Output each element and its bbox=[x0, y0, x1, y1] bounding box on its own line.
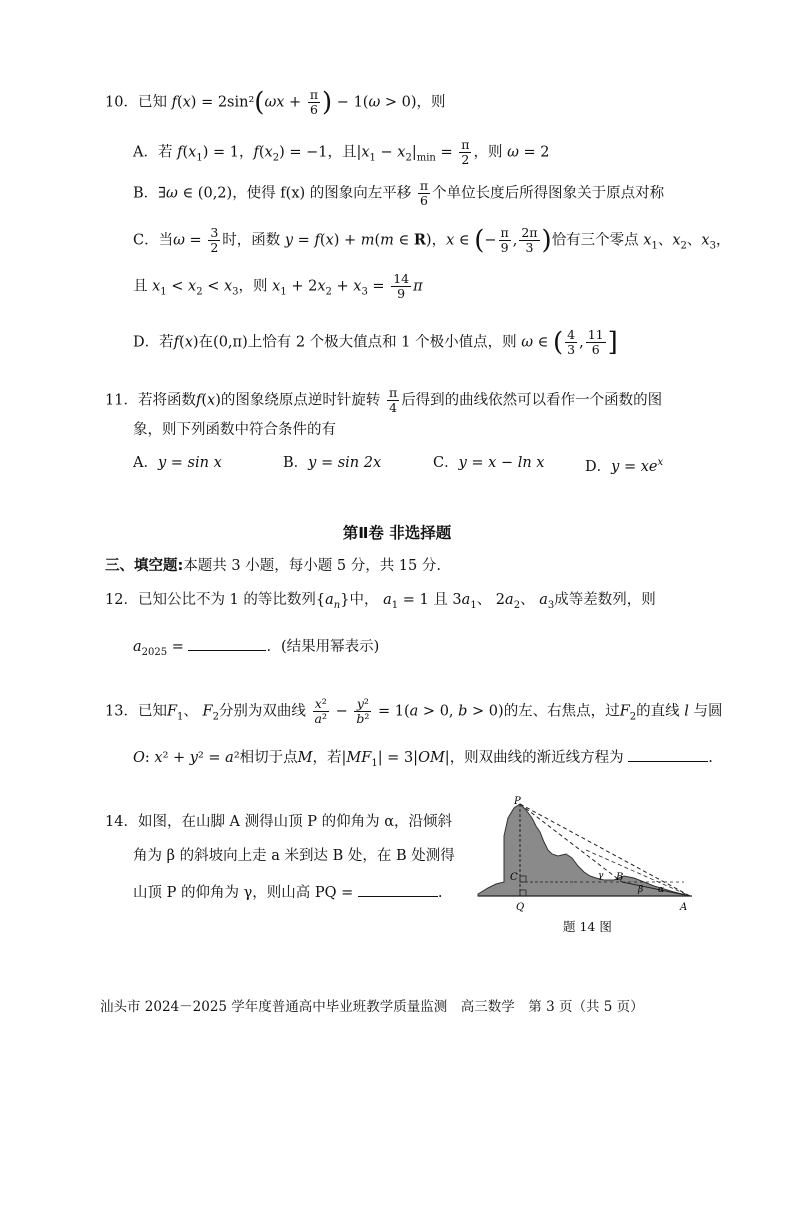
q11-line2: 象，则下列函数中符合条件的有 bbox=[133, 422, 336, 438]
q12-line1: 12．已知公比不为 1 的等比数列$\{a_n\}$中， $a_1 = 1$ 且 $3a_1$、 $2a_2$、 $a_3$成等差数列，则 bbox=[105, 592, 656, 611]
label-b: B bbox=[616, 872, 624, 883]
q13-prefix: 13．已知 bbox=[105, 703, 167, 720]
q10-a-suffix: ，则 bbox=[473, 144, 503, 161]
label-beta: β bbox=[638, 885, 644, 895]
label-alpha: α bbox=[658, 885, 665, 895]
q10-b-mid: ，使得 f(x) 的图象向左平移 bbox=[232, 185, 412, 202]
label-p: P bbox=[514, 796, 521, 807]
q10-option-d: D．若f(x)在(0,π)上恰有 2 个极大值点和 1 个极小值点，则 ω ∈ ( $\frac{4}{3}$ , $\frac{11}{6}$ ] bbox=[133, 327, 618, 358]
q11-prefix: 11．若将函数 bbox=[105, 392, 196, 409]
page-footer: 汕头市 2024－2025 学年度普通高中毕业班教学质量监测 高三数学 第 3 页（共 5 页） bbox=[100, 999, 644, 1015]
q11-mid: 的图象绕原点逆时针旋转 bbox=[220, 392, 381, 409]
q10-option-c-line2: 且 $x_1 < x_2 < x_3$，则 $x_1 + 2x_2 + x_3$ = $\frac{14}{9}$ π bbox=[133, 271, 423, 301]
section3-header bbox=[105, 556, 441, 576]
q10-option-a: A．若 $f(x_1) = 1$，$f(x_2) = -1$，且$|x_1 - x_2|_{min}$ = $\frac{\pi}{2}$ ，则 ω = 2 bbox=[133, 137, 550, 167]
q13-line2: O: x² + y² = a²相切于点M，若$|MF_1| = 3|OM|$，则双曲线的渐近线方程为 . bbox=[133, 747, 713, 774]
q10-c-line2-mid: ，则 bbox=[238, 278, 268, 295]
label-gamma: γ bbox=[598, 871, 604, 881]
q13-line2-mid: 相切于点 bbox=[239, 750, 298, 766]
q10-c-prefix: C．当 bbox=[133, 232, 174, 249]
q10-option-b: B．∃ω ∈ (0,2)，使得 f(x) 的图象向左平移 $\frac{\pi}{6}$ 个单位长度后所得图象关于原点对称 bbox=[133, 178, 665, 208]
q10-a-prefix: A．若 bbox=[133, 144, 173, 161]
q11-option-a: A．y = sin x bbox=[133, 455, 222, 471]
q10-d-mid: 在(0,π)上恰有 2 个极大值点和 1 个极小值点，则 bbox=[198, 334, 517, 351]
q14-mountain-figure bbox=[474, 796, 700, 936]
q13-end: 的直线 bbox=[636, 703, 680, 720]
section3-desc: 本题共 3 小题，每小题 5 分，共 15 分. bbox=[183, 558, 441, 574]
q10-stem-prefix: 10．已知 bbox=[105, 94, 167, 111]
q13-line2-mid2: ，若 bbox=[312, 750, 342, 766]
section3-label: 三、填空题: bbox=[105, 558, 184, 574]
q14-line3: 山顶 P 的仰角为 γ，则山高 PQ = . bbox=[133, 882, 442, 903]
label-q: Q bbox=[516, 902, 525, 913]
q10-option-c: C．当ω = $\frac{3}{2}$ 时，函数 y = f(x) + m(m ∈ R)，x ∈ (− $\frac{\pi}{9}$ , $\frac{2\pi}{3}$ )恰有三个零点 $x_1$、$x_2$、$x_3$， bbox=[133, 225, 731, 256]
q13-answer-blank[interactable] bbox=[628, 747, 708, 762]
q13-mid: 分别为双曲线 bbox=[218, 703, 306, 720]
q13-line2-suffix: ，则双曲线的渐近线方程为 bbox=[449, 750, 624, 766]
q10-stem-suffix: ，则 bbox=[416, 94, 446, 111]
q10-b-suffix: 个单位长度后所得图象关于原点对称 bbox=[432, 185, 665, 202]
q14-line1: 14．如图，在山脚 A 测得山顶 P 的仰角为 α，沿倾斜 bbox=[105, 814, 453, 830]
q13-end2: 与圆 bbox=[693, 703, 723, 720]
q11-option-b: B．y = sin 2x bbox=[283, 455, 382, 471]
q14-figure-caption: 题 14 图 bbox=[563, 919, 612, 934]
q12-answer-blank[interactable] bbox=[188, 636, 266, 651]
q13-line1: 13．已知$F_1$、 $F_2$分别为双曲线 $\frac{\text{x²}}{\text{a²}}$ − $\frac{\text{y²}}{\text{b²}}$ = 1(a > 0, b > 0)的左、右焦点，过$F_2$的直线 l 与圆 bbox=[105, 696, 723, 726]
q10-c-mid: 时，函数 bbox=[222, 232, 281, 249]
q14-answer-blank[interactable] bbox=[358, 882, 438, 897]
q12-suffix: 成等差数列，则 bbox=[554, 592, 656, 608]
q11-option-c: C．y = x − ln x bbox=[433, 455, 545, 471]
q10-b-prefix: B． bbox=[133, 185, 159, 202]
q12-line2: $a_{2025}$ = ．(结果用幂表示) bbox=[133, 636, 379, 663]
q10-c-suffix: 恰有三个零点 bbox=[551, 232, 639, 249]
q12-line2-suffix: ．(结果用幂表示) bbox=[266, 639, 380, 655]
q11-suffix: 后得到的曲线依然可以看作一个函数的图 bbox=[401, 392, 663, 409]
q10-stem: 10．已知 f(x) = 2sin²(ωx + $\frac{\pi}{6}$ ) − 1(ω > 0)，则 bbox=[105, 87, 446, 118]
q11-line1: 11．若将函数f(x)的图象绕原点逆时针旋转 $\frac{\pi}{4}$ 后得到的曲线依然可以看作一个函数的图 bbox=[105, 385, 663, 415]
q14-line2: 角为 β 的斜坡向上走 a 米到达 B 处，在 B 处测得 bbox=[133, 848, 455, 864]
label-a: A bbox=[680, 902, 688, 913]
q10-d-prefix: D．若 bbox=[133, 334, 174, 351]
q12-mid: 中， bbox=[349, 592, 379, 608]
label-c: C bbox=[510, 872, 518, 883]
q10-c-line2-prefix: 且 bbox=[133, 278, 148, 295]
q11-option-d: D．$y = xe^x$ bbox=[585, 457, 664, 475]
q13-suffix: 的左、右焦点，过 bbox=[503, 703, 620, 720]
q14-line3-text: 山顶 P 的仰角为 γ，则山高 PQ = bbox=[133, 885, 354, 901]
part2-title: 第Ⅱ卷 非选择题 bbox=[342, 524, 452, 542]
q12-prefix: 12．已知公比不为 1 的等比数列 bbox=[105, 592, 316, 608]
